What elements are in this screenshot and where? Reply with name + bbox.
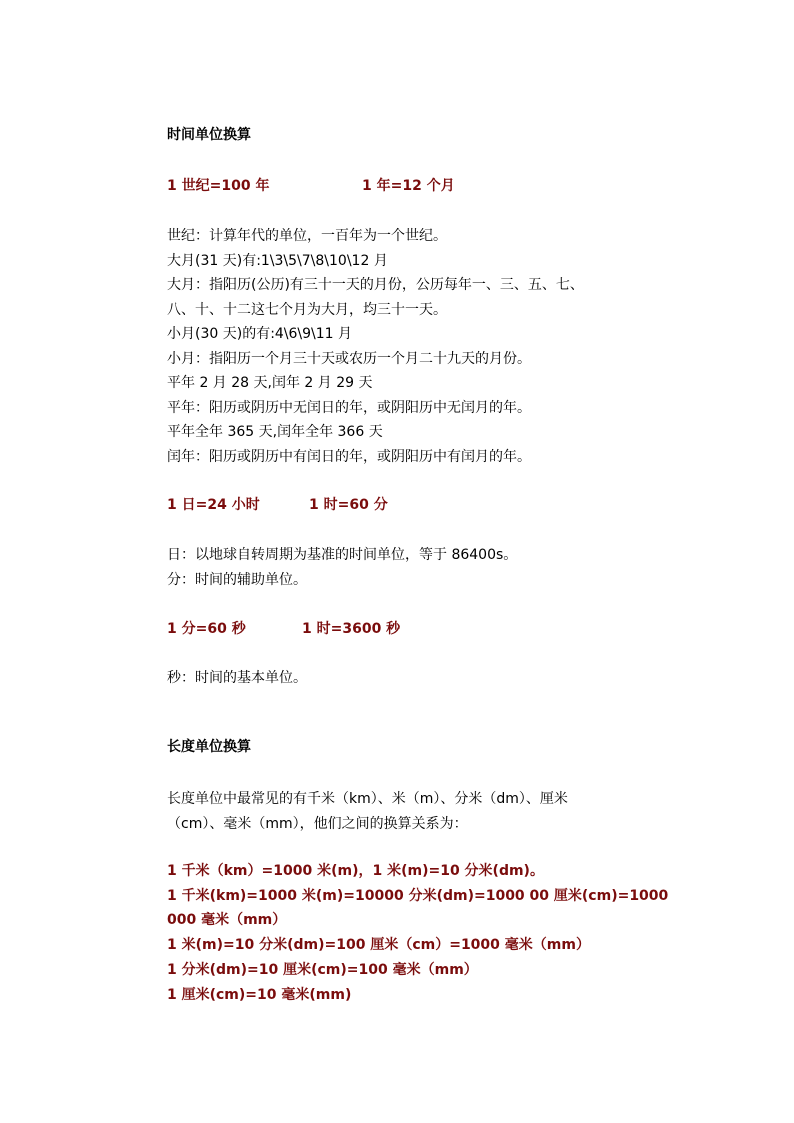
formula-year-month: 1 年=12 个月	[362, 178, 455, 194]
formula-day: 1 日=24 小时	[167, 497, 260, 513]
text-line: 分：时间的辅助单位。	[167, 572, 307, 588]
formula-day-hour	[167, 494, 388, 514]
text-line: 平年 2 月 28 天,闰年 2 月 29 天	[167, 375, 373, 391]
length-formula: 1 分米(dm)=10 厘米(cm)=100 毫米（mm）	[167, 962, 478, 978]
formula-minute-second	[167, 618, 401, 638]
time-section-title: 时间单位换算	[167, 127, 251, 143]
length-formula: 1 千米(km)=1000 米(m)=10000 分米(dm)=1000 00 厘米(cm)=1000	[167, 888, 669, 904]
formula-century: 1 世纪=100 年	[167, 178, 270, 194]
text-line: 长度单位中最常见的有千米（km）、米（m）、分米（dm）、厘米	[167, 791, 568, 807]
text-line: 小月：指阳历一个月三十天或农历一个月二十九天的月份。	[167, 351, 531, 367]
text-line: 大月(31 天)有:1\3\5\7\8\10\12 月	[167, 253, 388, 269]
text-line: （cm）、毫米（mm），他们之间的换算关系为：	[167, 816, 468, 832]
length-formula: 1 厘米(cm)=10 毫米(mm)	[167, 987, 352, 1003]
text-line: 大月：指阳历(公历)有三十一天的月份，公历每年一、三、五、七、	[167, 277, 584, 293]
length-formula: 1 米(m)=10 分米(dm)=100 厘米（cm）=1000 毫米（mm）	[167, 937, 590, 953]
formula-century-year	[167, 175, 455, 195]
length-formula: 1 千米（km）=1000 米(m)，1 米(m)=10 分米(dm)。	[167, 863, 544, 879]
text-line: 秒：时间的基本单位。	[167, 670, 307, 686]
text-line: 日：以地球自转周期为基准的时间单位，等于 86400s。	[167, 547, 518, 563]
length-formula: 000 毫米（mm）	[167, 912, 287, 928]
text-line: 小月(30 天)的有:4\6\9\11 月	[167, 326, 353, 342]
formula-hour-second: 1 时=3600 秒	[302, 621, 401, 637]
length-section-title: 长度单位换算	[167, 739, 251, 755]
formula-hour-minute: 1 时=60 分	[309, 497, 388, 513]
text-line: 八、十、十二这七个月为大月，均三十一天。	[167, 302, 447, 318]
text-line: 世纪：计算年代的单位，一百年为一个世纪。	[167, 228, 447, 244]
formula-minute: 1 分=60 秒	[167, 621, 246, 637]
text-line: 平年全年 365 天,闰年全年 366 天	[167, 424, 383, 440]
text-line: 闰年：阳历或阴历中有闰日的年，或阴阳历中有闰月的年。	[167, 449, 531, 465]
text-line: 平年：阳历或阴历中无闰日的年，或阴阳历中无闰月的年。	[167, 400, 531, 416]
